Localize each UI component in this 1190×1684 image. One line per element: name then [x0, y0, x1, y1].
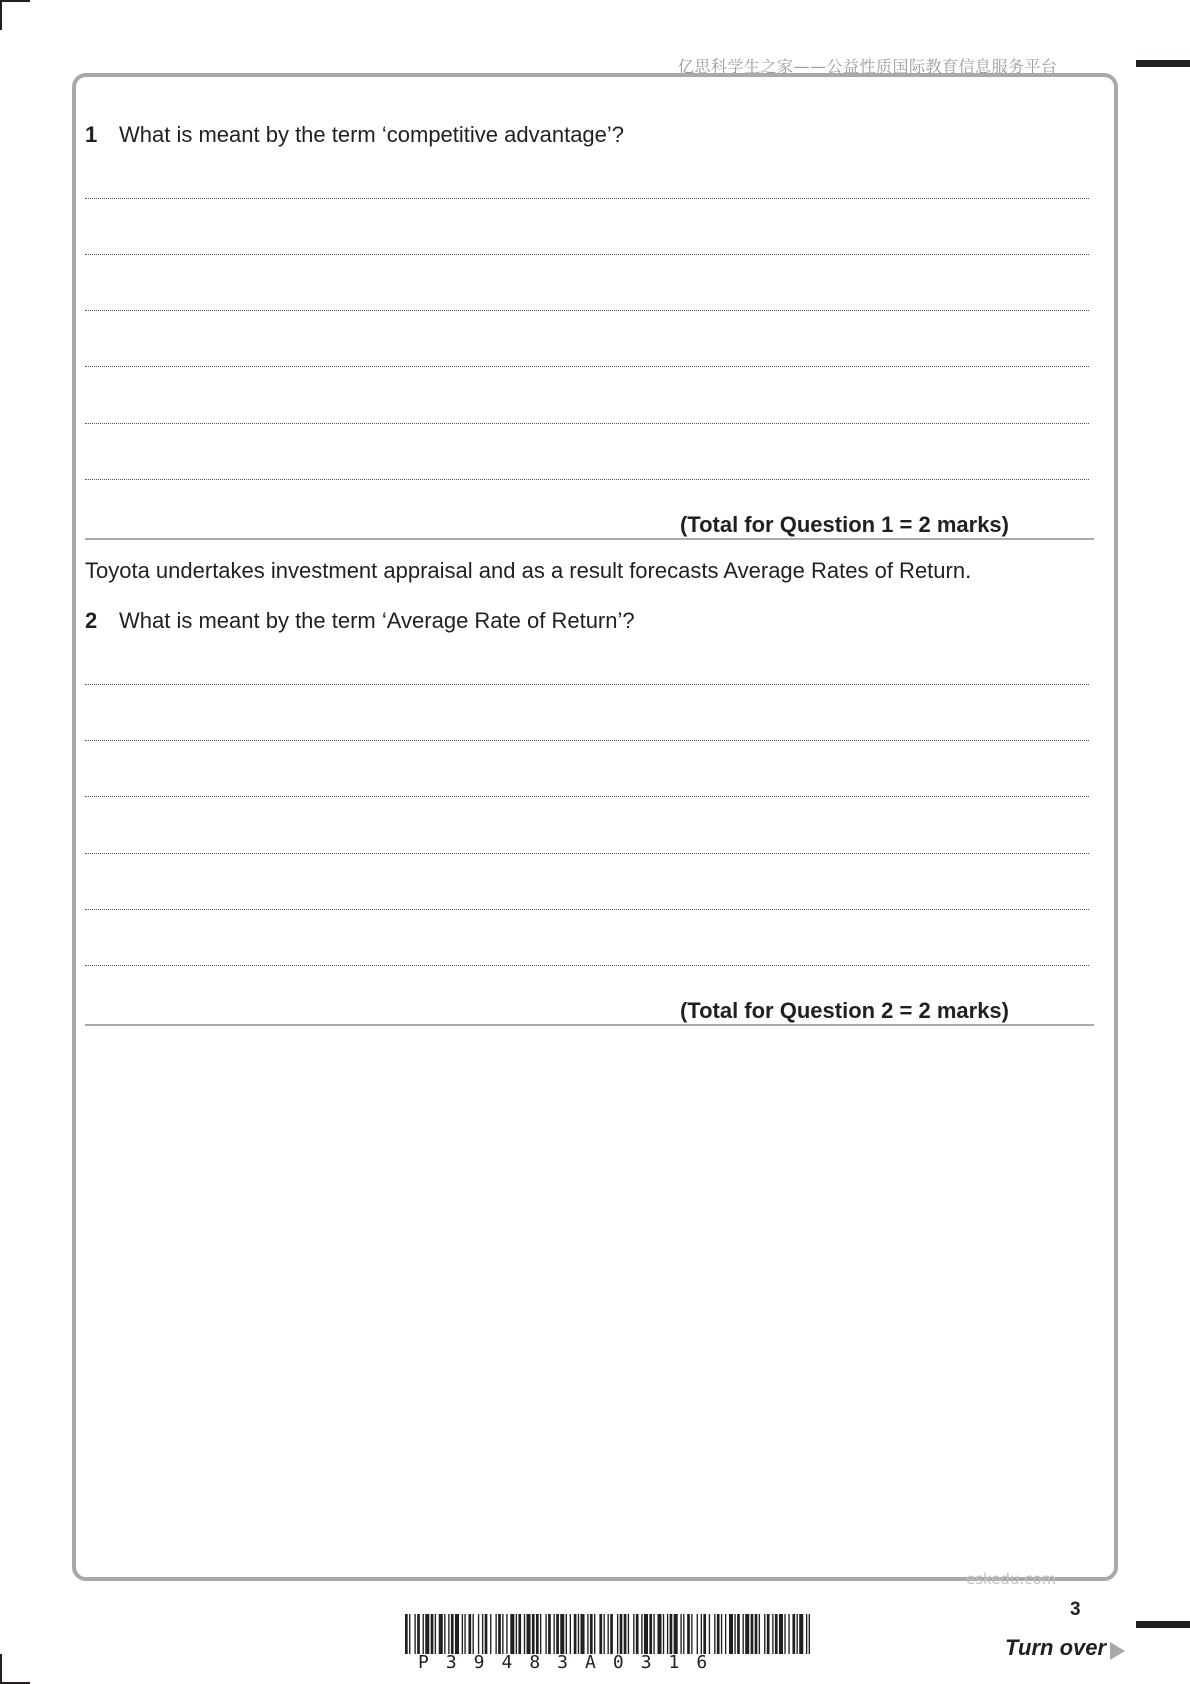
crop-mark: [0, 1654, 2, 1684]
barcode-bar: [485, 1614, 488, 1654]
margin-bar: [1136, 60, 1190, 67]
answer-line[interactable]: [85, 366, 1089, 367]
turn-over-arrow-icon: [1110, 1642, 1125, 1660]
barcode: [405, 1614, 810, 1654]
answer-line[interactable]: [85, 198, 1089, 199]
barcode-bar: [709, 1614, 710, 1654]
barcode-bar: [548, 1614, 551, 1654]
barcode-bar: [590, 1614, 593, 1654]
barcode-bar: [608, 1614, 609, 1654]
barcode-bar: [510, 1614, 514, 1654]
barcode-bar: [680, 1614, 681, 1654]
barcode-bar: [653, 1614, 654, 1654]
question-2: [85, 607, 635, 635]
barcode-bar: [414, 1614, 415, 1654]
barcode-bar: [527, 1614, 531, 1654]
barcode-bar: [737, 1614, 740, 1654]
answer-frame: [72, 73, 1118, 1581]
barcode-bar: [431, 1614, 434, 1654]
page-number: 3: [1070, 1599, 1081, 1620]
barcode-bar: [524, 1614, 525, 1654]
barcode-bar: [644, 1614, 648, 1654]
question-text: What is meant by the term ‘Average Rate of Return’?: [119, 608, 635, 633]
barcode-bar: [641, 1614, 642, 1654]
barcode-bar: [725, 1614, 726, 1654]
barcode-bar: [556, 1614, 559, 1654]
answer-line[interactable]: [85, 310, 1089, 311]
barcode-bar: [788, 1614, 789, 1654]
barcode-bar: [444, 1614, 445, 1654]
barcode-bar: [624, 1614, 627, 1654]
barcode-bar: [560, 1614, 564, 1654]
question-2-total: (Total for Question 2 = 2 marks): [679, 998, 1009, 1023]
barcode-bar: [792, 1614, 795, 1654]
answer-line[interactable]: [85, 479, 1089, 480]
barcode-bar: [532, 1614, 535, 1654]
barcode-bar: [729, 1614, 733, 1654]
barcode-bar: [674, 1614, 678, 1654]
answer-line[interactable]: [85, 254, 1089, 255]
barcode-bar: [657, 1614, 661, 1654]
barcode-bar: [809, 1614, 810, 1654]
barcode-bar: [628, 1614, 629, 1654]
barcode-bar: [490, 1614, 491, 1654]
barcode-bar: [451, 1614, 454, 1654]
barcode-bar: [697, 1614, 698, 1654]
question-number: 2: [85, 608, 98, 633]
barcode-bar: [473, 1614, 474, 1654]
question-text: What is meant by the term ‘competitive advantage’?: [119, 122, 625, 147]
barcode-bar: [570, 1614, 571, 1654]
barcode-bar: [691, 1614, 692, 1654]
barcode-bar: [464, 1614, 465, 1654]
barcode-bar: [797, 1614, 798, 1654]
barcode-bar: [764, 1614, 765, 1654]
barcode-bar: [545, 1614, 546, 1654]
answer-line[interactable]: [85, 909, 1089, 910]
barcode-bar: [574, 1614, 577, 1654]
barcode-bar: [425, 1614, 429, 1654]
barcode-bar: [620, 1614, 623, 1654]
turn-over-label: Turn over: [1005, 1635, 1107, 1660]
barcode-bar: [502, 1614, 503, 1654]
question-1-total: (Total for Question 1 = 2 marks): [679, 512, 1009, 537]
barcode-bar: [687, 1614, 690, 1654]
barcode-bar: [409, 1614, 410, 1654]
answer-line[interactable]: [85, 740, 1089, 741]
barcode-bar: [806, 1614, 807, 1654]
barcode-bar: [755, 1614, 758, 1654]
barcode-bar: [610, 1614, 613, 1654]
section-divider: [85, 1024, 1094, 1026]
barcode-bar: [772, 1614, 773, 1654]
watermark-footer: eskedu.com: [966, 1570, 1057, 1588]
barcode-bar: [482, 1614, 483, 1654]
barcode-bar: [478, 1614, 479, 1654]
barcode-bar: [566, 1614, 567, 1654]
answer-line[interactable]: [85, 796, 1089, 797]
barcode-bar: [745, 1614, 749, 1654]
crop-mark: [0, 0, 30, 2]
barcode-bar: [554, 1614, 555, 1654]
barcode-number: P39483A0316: [418, 1652, 725, 1673]
barcode-bar: [587, 1614, 588, 1654]
barcode-bar: [743, 1614, 744, 1654]
barcode-bar: [701, 1614, 702, 1654]
barcode-bar: [516, 1614, 517, 1654]
barcode-bar: [599, 1614, 602, 1654]
barcode-bar: [759, 1614, 760, 1654]
barcode-bar: [423, 1614, 424, 1654]
barcode-bar: [703, 1614, 706, 1654]
barcode-bar: [775, 1614, 778, 1654]
section-divider: [85, 538, 1094, 540]
barcode-bar: [417, 1614, 420, 1654]
barcode-bar: [455, 1614, 459, 1654]
barcode-bar: [799, 1614, 803, 1654]
answer-line[interactable]: [85, 853, 1089, 854]
barcode-bar: [439, 1614, 443, 1654]
barcode-bar: [518, 1614, 521, 1654]
barcode-bar: [670, 1614, 673, 1654]
question-number: 1: [85, 122, 98, 147]
barcode-bar: [448, 1614, 449, 1654]
barcode-bar: [603, 1614, 604, 1654]
barcode-bar: [435, 1614, 436, 1654]
question-1: [85, 121, 624, 149]
answer-line[interactable]: [85, 423, 1089, 424]
barcode-bar: [717, 1614, 720, 1654]
context-text: Toyota undertakes investment appraisal and as a result forecasts Average Rates of Return.: [85, 558, 972, 583]
barcode-bar: [540, 1614, 541, 1654]
barcode-bar: [734, 1614, 735, 1654]
barcode-bar: [663, 1614, 664, 1654]
barcode-bar: [581, 1614, 585, 1654]
barcode-bar: [751, 1614, 754, 1654]
barcode-bar: [536, 1614, 539, 1654]
barcode-bar: [767, 1614, 770, 1654]
barcode-bar: [617, 1614, 618, 1654]
barcode-bar: [405, 1614, 408, 1654]
barcode-bar: [636, 1614, 639, 1654]
barcode-bar: [578, 1614, 579, 1654]
barcode-bar: [633, 1614, 634, 1654]
barcode-bar: [495, 1614, 496, 1654]
answer-line[interactable]: [85, 684, 1089, 685]
barcode-bar: [462, 1614, 463, 1654]
watermark-header: 亿思科学生之家——公益性质国际教育信息服务平台: [678, 57, 1058, 76]
margin-bar: [1136, 1621, 1190, 1628]
barcode-bar: [506, 1614, 507, 1654]
crop-mark: [0, 0, 2, 30]
barcode-bar: [498, 1614, 501, 1654]
barcode-bar: [468, 1614, 471, 1654]
barcode-bar: [784, 1614, 785, 1654]
barcode-bar: [667, 1614, 668, 1654]
barcode-bar: [714, 1614, 715, 1654]
answer-line[interactable]: [85, 965, 1089, 966]
barcode-bar: [779, 1614, 783, 1654]
barcode-bar: [683, 1614, 684, 1654]
barcode-bar: [649, 1614, 652, 1654]
barcode-bar: [721, 1614, 722, 1654]
barcode-bar: [594, 1614, 595, 1654]
